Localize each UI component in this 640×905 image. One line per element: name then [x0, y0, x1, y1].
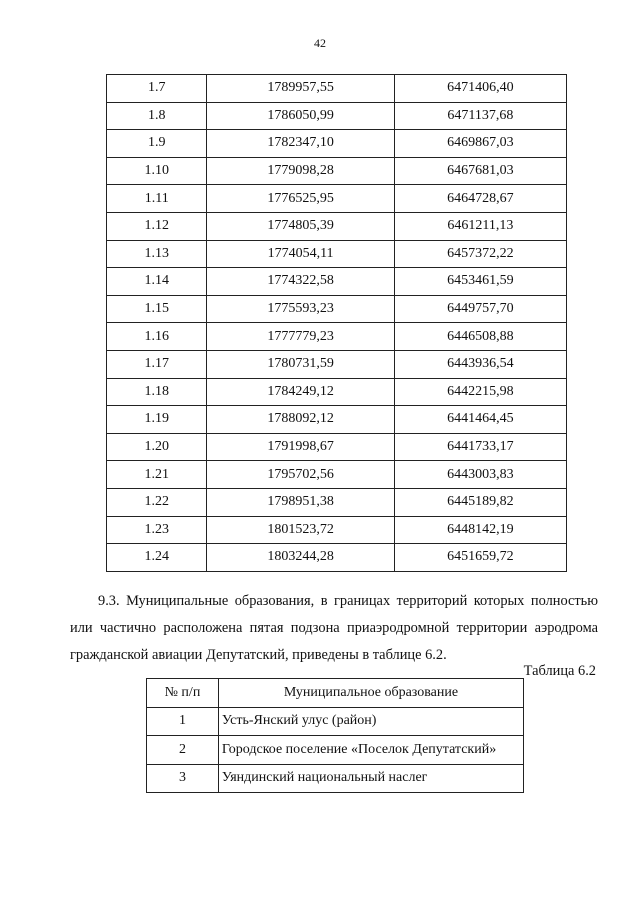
row-municipality: Уяндинский национальный наслег: [218, 764, 523, 793]
municipalities-table: [146, 678, 524, 793]
coord-y: 6449757,70: [394, 295, 566, 323]
row-number: 3: [147, 764, 219, 793]
point-number: 1.12: [107, 212, 207, 240]
coord-y: 6443003,83: [394, 461, 566, 489]
header-municipality: Муниципальное образование: [218, 679, 523, 708]
table-row: [107, 102, 567, 130]
coord-y: 6443936,54: [394, 350, 566, 378]
table-row: [107, 157, 567, 185]
point-number: 1.18: [107, 378, 207, 406]
table-row: [147, 764, 524, 793]
point-number: 1.15: [107, 295, 207, 323]
point-number: 1.24: [107, 544, 207, 572]
point-number: 1.17: [107, 350, 207, 378]
point-number: 1.16: [107, 323, 207, 351]
table-row: [107, 212, 567, 240]
coord-x: 1782347,10: [207, 130, 394, 158]
coord-y: 6464728,67: [394, 185, 566, 213]
point-number: 1.13: [107, 240, 207, 268]
table-row: [107, 75, 567, 103]
coord-x: 1776525,95: [207, 185, 394, 213]
coord-x: 1774322,58: [207, 268, 394, 296]
point-number: 1.22: [107, 488, 207, 516]
point-number: 1.9: [107, 130, 207, 158]
point-number: 1.10: [107, 157, 207, 185]
page-number: 42: [314, 36, 326, 50]
table-row: [107, 461, 567, 489]
coord-y: 6442215,98: [394, 378, 566, 406]
coord-x: 1786050,99: [207, 102, 394, 130]
coord-x: 1774805,39: [207, 212, 394, 240]
coord-x: 1780731,59: [207, 350, 394, 378]
row-number: 1: [147, 707, 219, 736]
row-number: 2: [147, 736, 219, 765]
table-row: [107, 130, 567, 158]
coord-x: 1801523,72: [207, 516, 394, 544]
table-row: [107, 185, 567, 213]
point-number: 1.21: [107, 461, 207, 489]
table-caption: Таблица 6.2: [523, 663, 596, 679]
coord-y: 6441464,45: [394, 406, 566, 434]
coord-y: 6446508,88: [394, 323, 566, 351]
table-row: [107, 378, 567, 406]
coord-x: 1779098,28: [207, 157, 394, 185]
coord-x: 1775593,23: [207, 295, 394, 323]
coord-y: 6451659,72: [394, 544, 566, 572]
point-number: 1.23: [107, 516, 207, 544]
point-number: 1.20: [107, 433, 207, 461]
coord-x: 1774054,11: [207, 240, 394, 268]
coord-x: 1791998,67: [207, 433, 394, 461]
table-row: [107, 323, 567, 351]
point-number: 1.8: [107, 102, 207, 130]
coord-x: 1789957,55: [207, 75, 394, 103]
section-paragraph: [70, 588, 598, 669]
table-row: [147, 707, 524, 736]
coord-x: 1788092,12: [207, 406, 394, 434]
table-row: [107, 268, 567, 296]
coord-x: 1803244,28: [207, 544, 394, 572]
point-number: 1.11: [107, 185, 207, 213]
table-row: [107, 516, 567, 544]
coord-y: 6471406,40: [394, 75, 566, 103]
coord-x: 1795702,56: [207, 461, 394, 489]
coordinates-table: [106, 74, 567, 572]
coord-y: 6441733,17: [394, 433, 566, 461]
coord-x: 1798951,38: [207, 488, 394, 516]
coord-x: 1784249,12: [207, 378, 394, 406]
point-number: 1.19: [107, 406, 207, 434]
coord-y: 6461211,13: [394, 212, 566, 240]
coord-y: 6469867,03: [394, 130, 566, 158]
row-municipality: Городское поселение «Поселок Депутатский»: [218, 736, 523, 765]
table-row: [107, 406, 567, 434]
paragraph-text: 9.3. Муниципальные образования, в границах территорий которых полностью или частично расположена пятая подзона приаэродромной территории аэродрома гражданской авиации Депутатский, приведены в таблице 6.2.: [70, 593, 598, 663]
table-row: [147, 736, 524, 765]
coord-y: 6445189,82: [394, 488, 566, 516]
coord-y: 6457372,22: [394, 240, 566, 268]
coord-y: 6448142,19: [394, 516, 566, 544]
coord-y: 6467681,03: [394, 157, 566, 185]
coord-y: 6453461,59: [394, 268, 566, 296]
table-row: [107, 488, 567, 516]
table-row: [107, 433, 567, 461]
table-row: [107, 544, 567, 572]
table-row: [107, 295, 567, 323]
row-municipality: Усть-Янский улус (район): [218, 707, 523, 736]
table-row: [107, 240, 567, 268]
coord-y: 6471137,68: [394, 102, 566, 130]
point-number: 1.7: [107, 75, 207, 103]
table-row: [107, 350, 567, 378]
coord-x: 1777779,23: [207, 323, 394, 351]
table-header-row: [147, 679, 524, 708]
header-number: № п/п: [147, 679, 219, 708]
point-number: 1.14: [107, 268, 207, 296]
